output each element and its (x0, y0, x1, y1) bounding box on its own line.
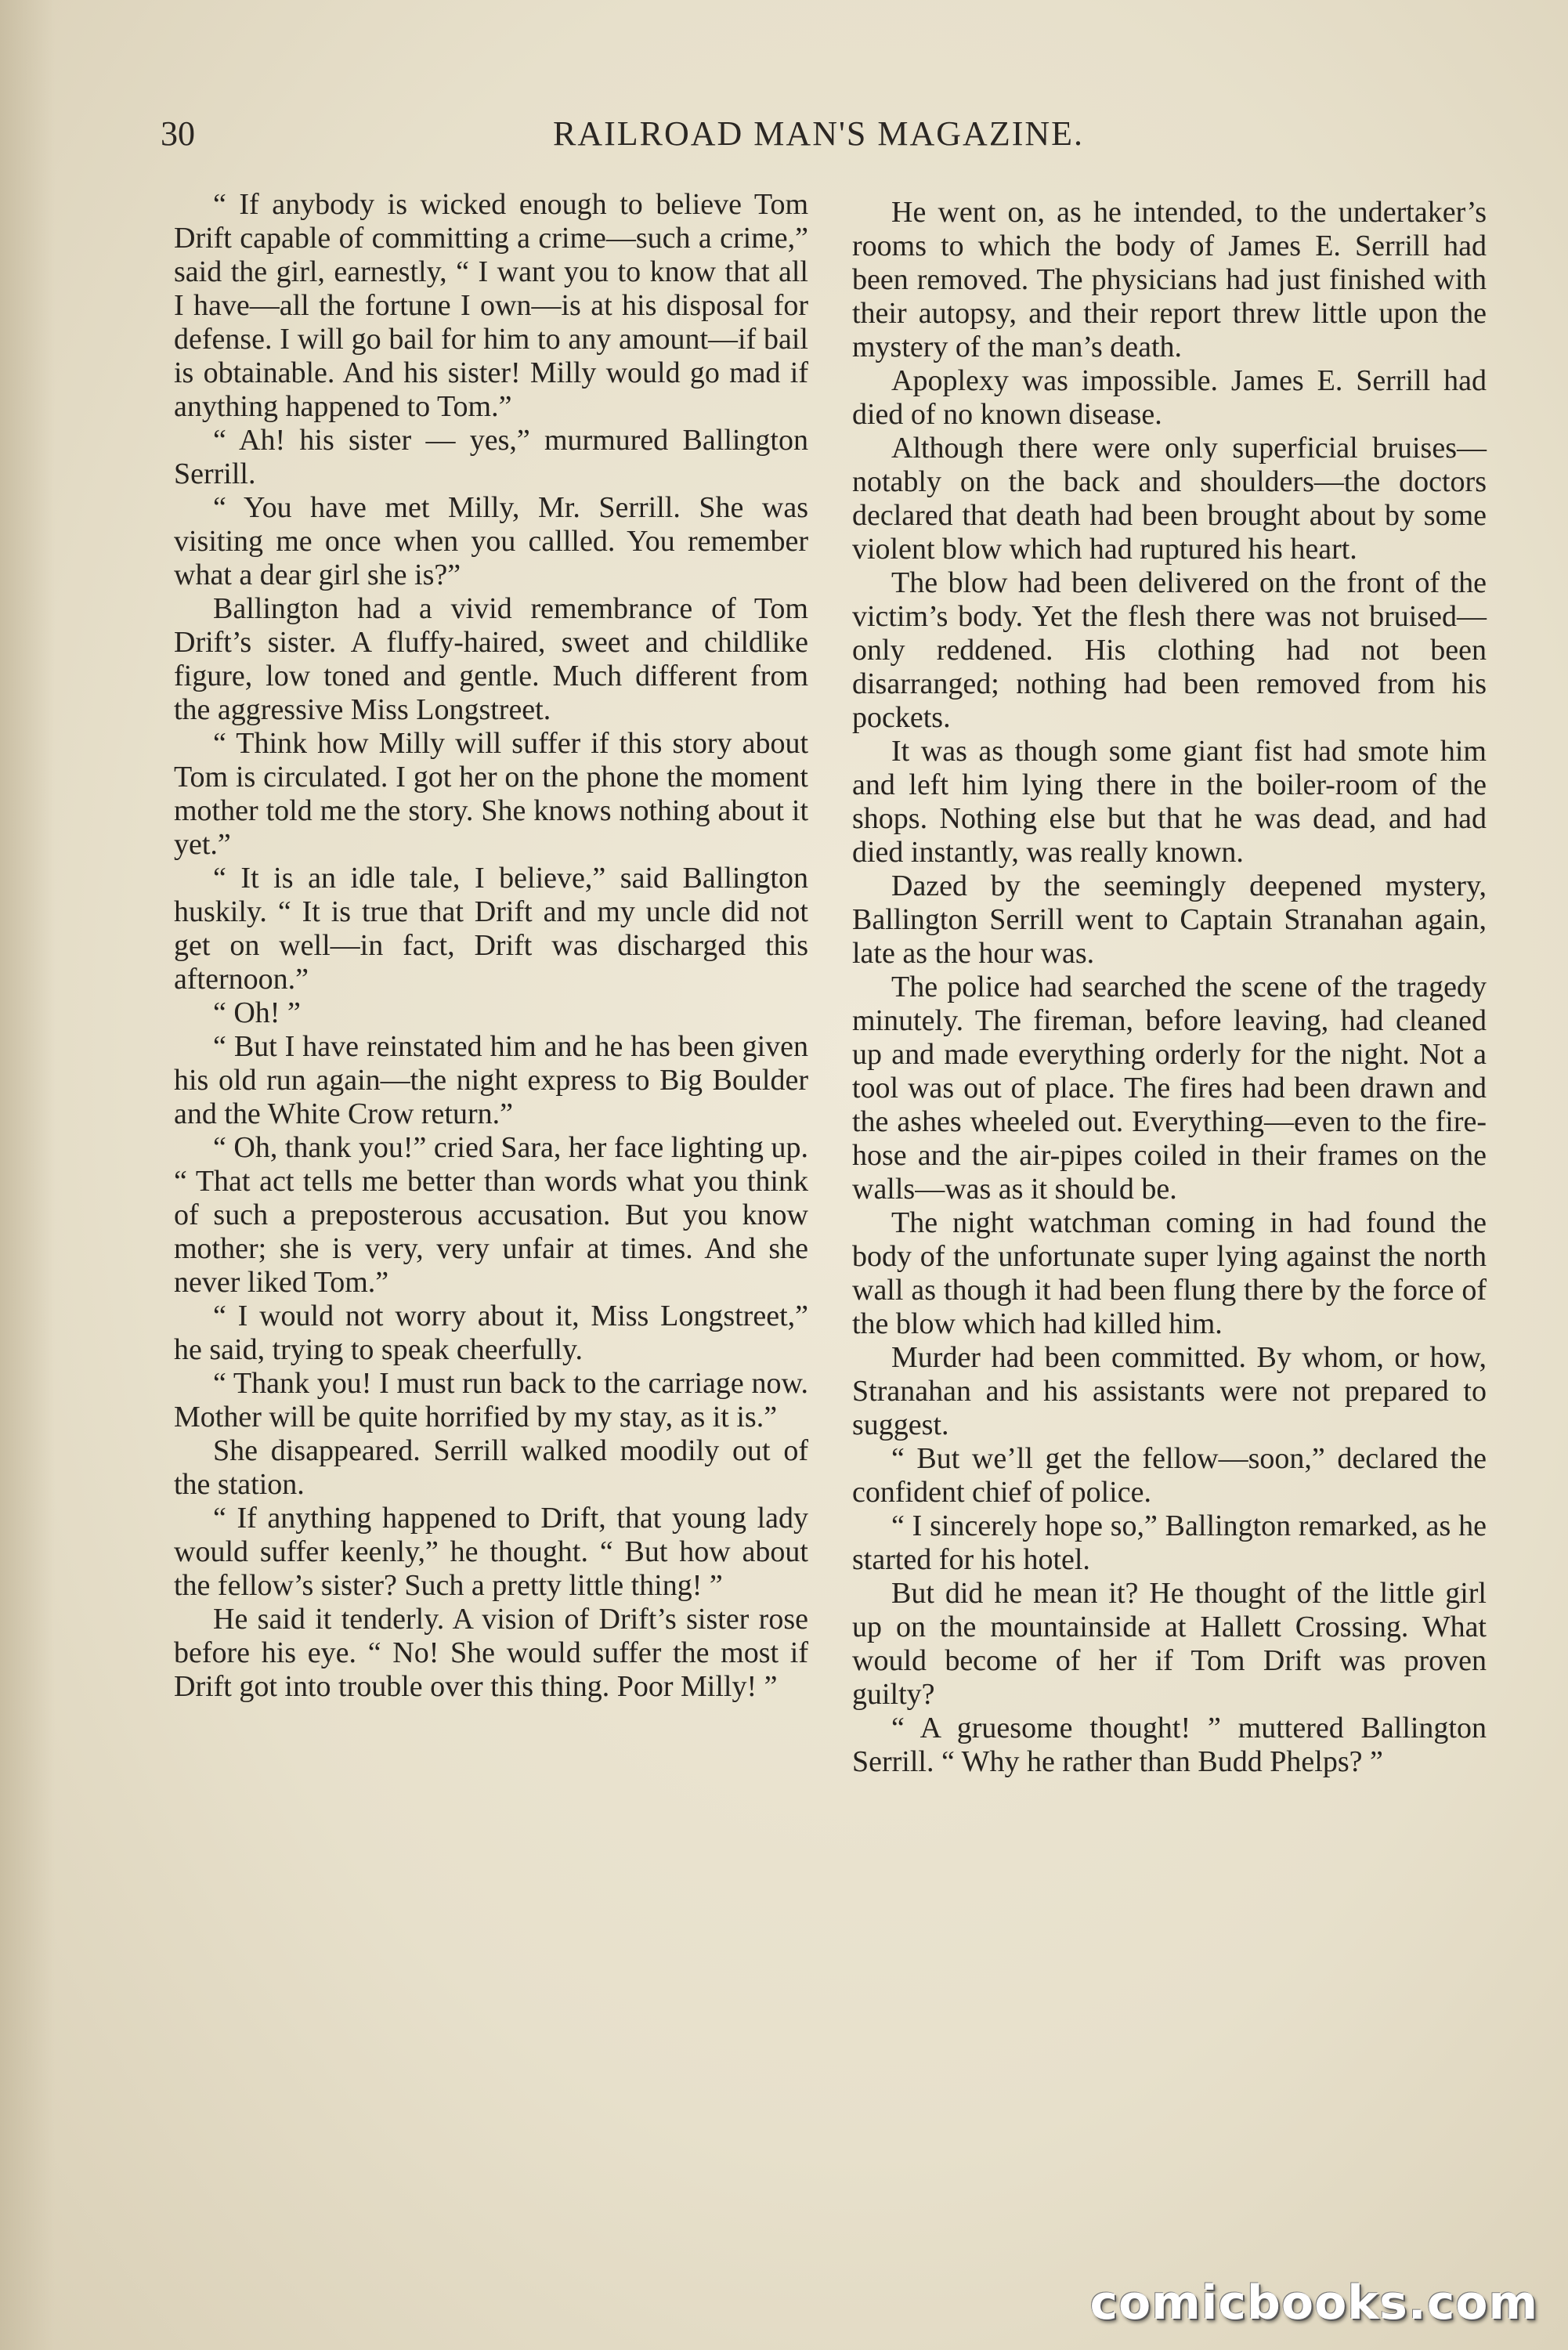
paragraph: “ A gruesome thought! ” muttered Ballington Serrill. “ Why he rather than Budd Phelps? ” (852, 1712, 1487, 1778)
paragraph: He said it tenderly. A vision of Drift’s sister rose before his eye. “ No! She would suffer the most if Drift got into trouble over this thing. Poor Milly! ” (174, 1603, 808, 1703)
paragraph: “ But we’ll get the fellow—soon,” declared the confident chief of police. (852, 1442, 1487, 1509)
paragraph: “ I sincerely hope so,” Ballington remarked, as he started for his hotel. (852, 1509, 1487, 1576)
left-column (174, 188, 808, 1704)
paragraph: “ If anything happened to Drift, that young lady would suffer keenly,” he thought. “ But how about the fellow’s sister? Such a pretty little thing! ” (174, 1502, 808, 1602)
page-number: 30 (161, 114, 195, 153)
paragraph: “ Think how Milly will suffer if this story about Tom is circulated. I got her on the phone the moment mother told me the story. She knows nothing about it yet.” (174, 727, 808, 861)
paragraph: The police had searched the scene of the tragedy minutely. The fireman, before leaving, had cleaned up and made everything orderly for the night. Not a tool was out of place. The fires had been drawn and the ashes wheeled out. Everything—even to the fire-hose and the air-pipes coiled in their frames on the walls—was as it should be. (852, 971, 1487, 1206)
paragraph: “ You have met Milly, Mr. Serrill. She was visiting me once when you callled. You remember what a dear girl she is?” (174, 491, 808, 591)
paragraph: The blow had been delivered on the front of the victim’s body. Yet the flesh there was not bruised—only reddened. His clothing had not been disarranged; nothing had been removed from his pockets. (852, 566, 1487, 734)
paragraph: It was as though some giant fist had smote him and left him lying there in the boiler-room of the shops. Nothing else but that he was dead, and had died instantly, was really known. (852, 735, 1487, 869)
site-watermark: comicbooks.com (1089, 2276, 1538, 2330)
paragraph: “ It is an idle tale, I believe,” said Ballington huskily. “ It is true that Drift and my uncle did not get on well—in fact, Drift was discharged this afternoon.” (174, 862, 808, 996)
paragraph: “ Thank you! I must run back to the carriage now. Mother will be quite horrified by my stay, as it is.” (174, 1367, 808, 1434)
paragraph: She disappeared. Serrill walked moodily out of the station. (174, 1434, 808, 1501)
paragraph: “ Oh! ” (213, 996, 301, 1029)
paragraph: “ Ah! his sister — yes,” murmured Ballington Serrill. (174, 424, 808, 490)
paragraph: He went on, as he intended, to the undertaker’s rooms to which the body of James E. Serrill had been removed. The physicians had just finished with their autopsy, and their report threw little upon the mystery of the man’s death. (852, 196, 1487, 363)
running-title: RAILROAD MAN'S MAGAZINE. (552, 114, 1085, 153)
paragraph: Dazed by the seemingly deepened mystery, Ballington Serrill went to Captain Stranahan again, late as the hour was. (852, 870, 1487, 970)
paragraph: “ Oh, thank you!” cried Sara, her face lighting up. “ That act tells me better than words what you think of such a preposterous accusation. But you know mother; she is very, very unfair at times. And she never liked Tom.” (174, 1131, 808, 1299)
paragraph: The night watchman coming in had found the body of the unfortunate super lying against the north wall as though it had been flung there by the force of the blow which had killed him. (852, 1206, 1487, 1340)
paragraph: Although there were only superficial bruises—notably on the back and shoulders—the doctors declared that death had been brought about by some violent blow which had ruptured his heart. (852, 432, 1487, 566)
paragraph: Murder had been committed. By whom, or how, Stranahan and his assistants were not prepared to suggest. (852, 1341, 1487, 1441)
paragraph: “ But I have reinstated him and he has been given his old run again—the night express to Big Boulder and the White Crow return.” (174, 1030, 808, 1130)
paragraph: “ I would not worry about it, Miss Longstreet,” he said, trying to speak cheerfully. (174, 1300, 808, 1366)
paragraph: But did he mean it? He thought of the little girl up on the mountainside at Hallett Crossing. What would become of her if Tom Drift was proven guilty? (852, 1577, 1487, 1711)
paragraph: “ If anybody is wicked enough to believe Tom Drift capable of committing a crime—such a crime,” said the girl, earnestly, “ I want you to know that all I have—all the fortune I own—is at his disposal for defense. I will go bail for him to any amount—if bail is obtainable. And his sister! Milly would go mad if anything happened to Tom.” (174, 188, 808, 423)
paragraph: Ballington had a vivid remembrance of Tom Drift’s sister. A fluffy-haired, sweet and childlike figure, low toned and gentle. Much different from the aggressive Miss Longstreet. (174, 592, 808, 726)
paragraph: Apoplexy was impossible. James E. Serrill had died of no known disease. (852, 364, 1487, 431)
right-column (852, 196, 1487, 1779)
